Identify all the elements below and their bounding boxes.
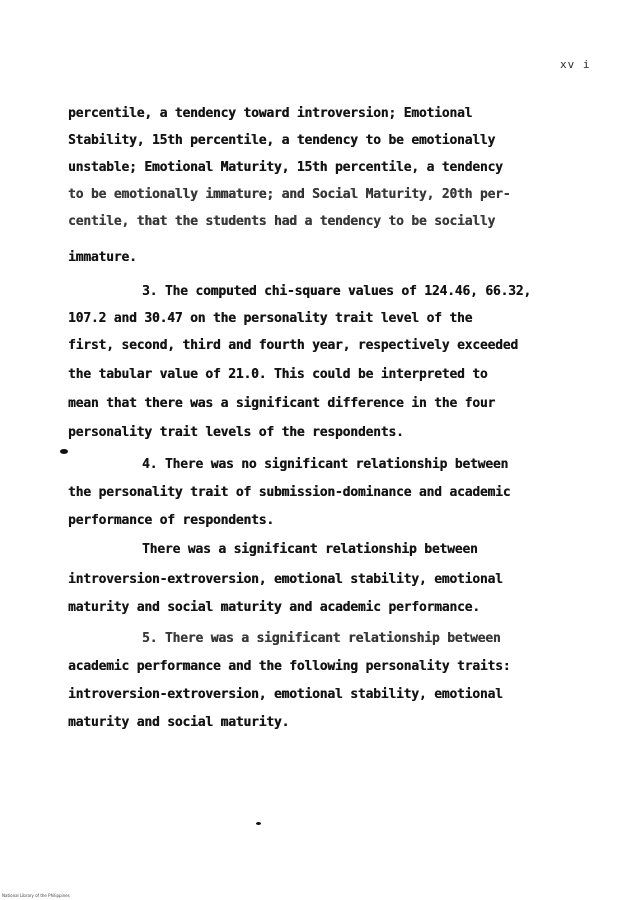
text-line-9: first, second, third and fourth year, respectively exceeded	[68, 338, 518, 353]
footer-note: National Library of the Philippines	[2, 893, 70, 898]
text-line-21: introversion-extroversion, emotional stability, emotional	[68, 687, 503, 702]
text-line-18: maturity and social maturity and academic performance.	[68, 600, 480, 615]
text-line-22: maturity and social maturity.	[68, 715, 290, 730]
text-line-11: mean that there was a significant difference in the four	[68, 396, 496, 411]
page-number: xv i	[560, 58, 591, 71]
text-line-3: unstable; Emotional Maturity, 15th percentile, a tendency	[68, 160, 503, 175]
text-line-16: There was a significant relationship between	[142, 542, 478, 557]
text-line-4: to be emotionally immature; and Social Maturity, 20th per-	[68, 187, 511, 202]
text-line-1: percentile, a tendency toward introversion; Emotional	[68, 106, 473, 121]
text-line-2: Stability, 15th percentile, a tendency to be emotionally	[68, 133, 496, 148]
text-line-6: immature.	[68, 250, 137, 265]
text-line-12: personality trait levels of the respondents.	[68, 425, 404, 440]
text-line-7: 3. The computed chi-square values of 124.46, 66.32,	[142, 284, 531, 299]
text-line-8: 107.2 and 30.47 on the personality trait level of the	[68, 311, 473, 326]
text-line-20: academic performance and the following personality traits:	[68, 659, 511, 674]
text-line-14: the personality trait of submission-dominance and academic	[68, 485, 511, 500]
text-line-17: introversion-extroversion, emotional stability, emotional	[68, 572, 503, 587]
text-line-5: centile, that the students had a tendency to be socially	[68, 214, 496, 229]
text-line-15: performance of respondents.	[68, 513, 274, 528]
scan-speck	[60, 449, 68, 454]
scan-speck	[256, 822, 261, 825]
text-line-19: 5. There was a significant relationship between	[142, 631, 501, 646]
text-line-13: 4. There was no significant relationship between	[142, 457, 509, 472]
text-line-10: the tabular value of 21.0. This could be interpreted to	[68, 367, 488, 382]
